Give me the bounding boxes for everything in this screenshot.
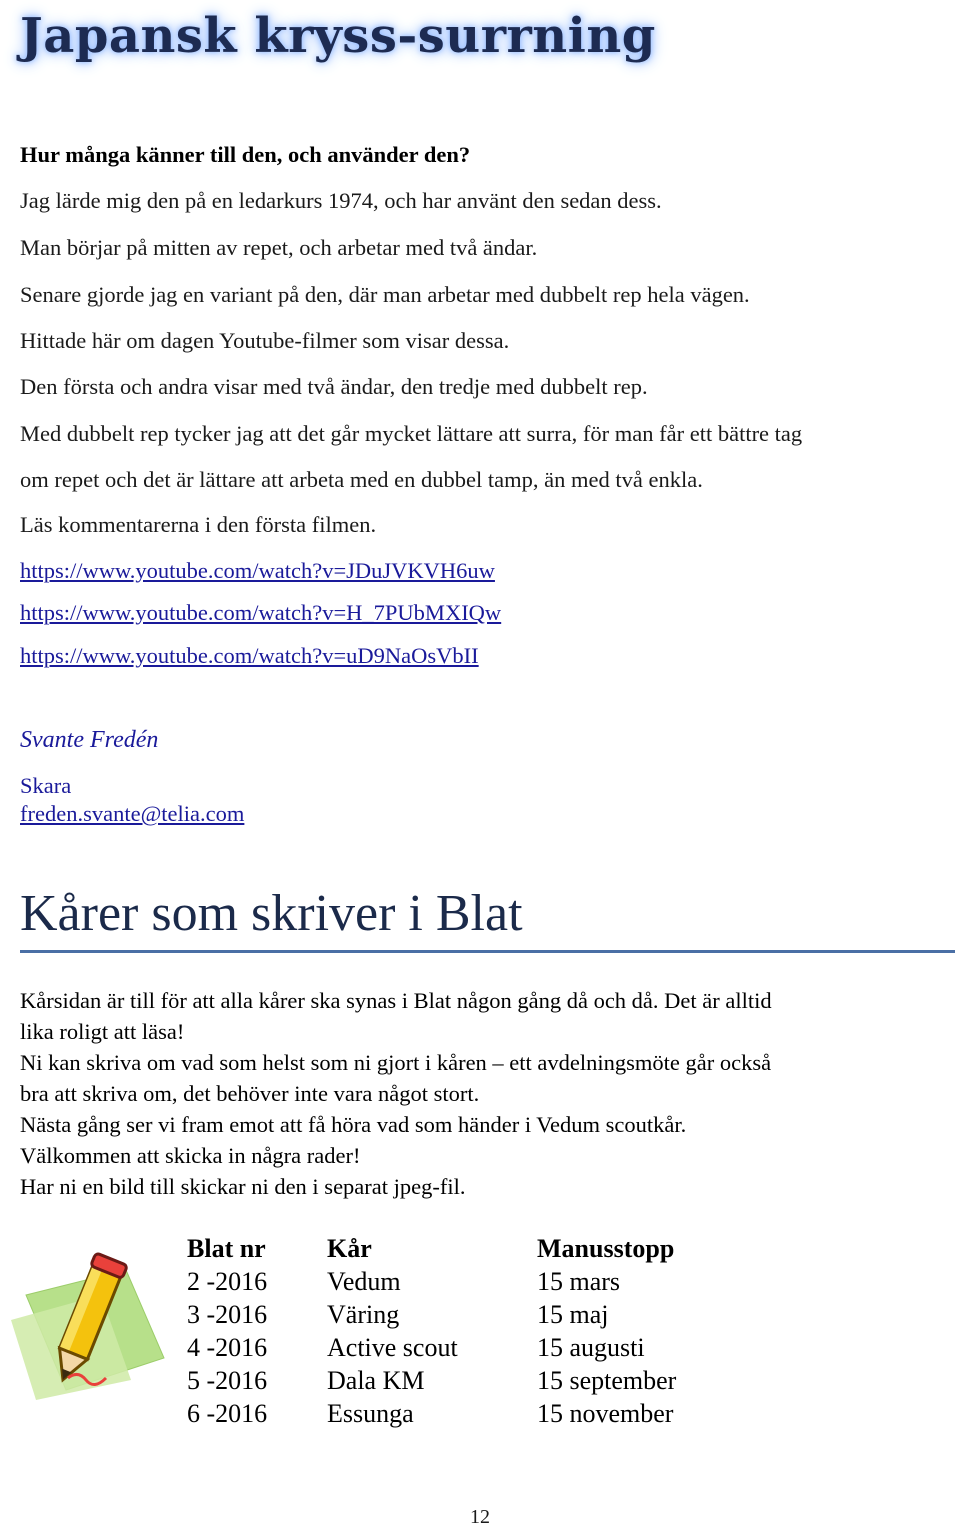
article-line: Senare gjorde jag en variant på den, där man arbetar med dubbelt rep hela vägen.	[20, 282, 750, 307]
author-name: Svante Fredén	[20, 727, 159, 753]
article-line: Läs kommentarerna i den första filmen.	[20, 512, 377, 537]
section-paragraph	[20, 985, 940, 1202]
table-cell: 15 mars	[537, 1267, 621, 1296]
table-cell: Väring	[327, 1300, 400, 1329]
table-cell: Essunga	[327, 1399, 414, 1428]
table-cell: 5 -2016	[187, 1366, 268, 1395]
table-cell: 15 november	[537, 1399, 674, 1428]
paragraph-line: Nästa gång ser vi fram emot att få höra vad som händer i Vedum scoutkår.	[20, 1112, 687, 1137]
youtube-link-1[interactable]: https://www.youtube.com/watch?v=JDuJVKVH6uw	[20, 558, 495, 583]
section-heading: Kårer som skriver i Blat	[20, 885, 523, 942]
table-cell: Active scout	[327, 1333, 458, 1362]
article-line: Jag lärde mig den på en ledarkurs 1974, och har använt den sedan dess.	[20, 188, 662, 213]
paragraph-line: Välkommen att skicka in några rader!	[20, 1143, 361, 1168]
article-line: om repet och det är lättare att arbeta med en dubbel tamp, än med två enkla.	[20, 467, 703, 492]
table-cell: Dala KM	[327, 1366, 425, 1395]
table-header: Blat nr	[187, 1234, 266, 1263]
paragraph-line: Kårsidan är till för att alla kårer ska synas i Blat någon gång då och då. Det är alltid	[20, 988, 772, 1013]
paragraph-line: bra att skriva om, det behöver inte vara något stort.	[20, 1081, 480, 1106]
table-cell: Vedum	[327, 1267, 401, 1296]
pencil-paper-icon	[6, 1250, 166, 1400]
page-number: 12	[470, 1506, 490, 1528]
table-header: Manusstopp	[537, 1234, 675, 1263]
author-email-link[interactable]: freden.svante@telia.com	[20, 801, 245, 826]
youtube-link-3[interactable]: https://www.youtube.com/watch?v=uD9NaOsVbII	[20, 643, 479, 668]
author-city: Skara	[20, 773, 72, 798]
article-line: Den första och andra visar med två ändar, den tredje med dubbelt rep.	[20, 374, 648, 399]
table-header: Kår	[327, 1234, 372, 1263]
table-cell: 6 -2016	[187, 1399, 268, 1428]
paragraph-line: Ni kan skriva om vad som helst som ni gjort i kåren – ett avdelningsmöte går också	[20, 1050, 772, 1075]
table-cell: 4 -2016	[187, 1333, 268, 1362]
youtube-link-2[interactable]: https://www.youtube.com/watch?v=H_7PUbMXIQw	[20, 600, 502, 625]
article-line: Med dubbelt rep tycker jag att det går mycket lättare att surra, för man får ett bättre tag	[20, 421, 803, 446]
paragraph-line: lika roligt att läsa!	[20, 1019, 185, 1044]
paragraph-line: Har ni en bild till skickar ni den i separat jpeg-fil.	[20, 1174, 466, 1199]
article-line: Man börjar på mitten av repet, och arbetar med två ändar.	[20, 235, 538, 260]
table-cell: 15 augusti	[537, 1333, 645, 1362]
page-title: Japansk kryss-surrning	[20, 8, 656, 64]
table-cell: 15 september	[537, 1366, 677, 1395]
article-question: Hur många känner till den, och använder den?	[20, 142, 471, 167]
heading-rule	[20, 950, 955, 953]
table-cell: 3 -2016	[187, 1300, 268, 1329]
table-cell: 2 -2016	[187, 1267, 268, 1296]
article-line: Hittade här om dagen Youtube-filmer som visar dessa.	[20, 328, 510, 353]
table-cell: 15 maj	[537, 1300, 609, 1329]
